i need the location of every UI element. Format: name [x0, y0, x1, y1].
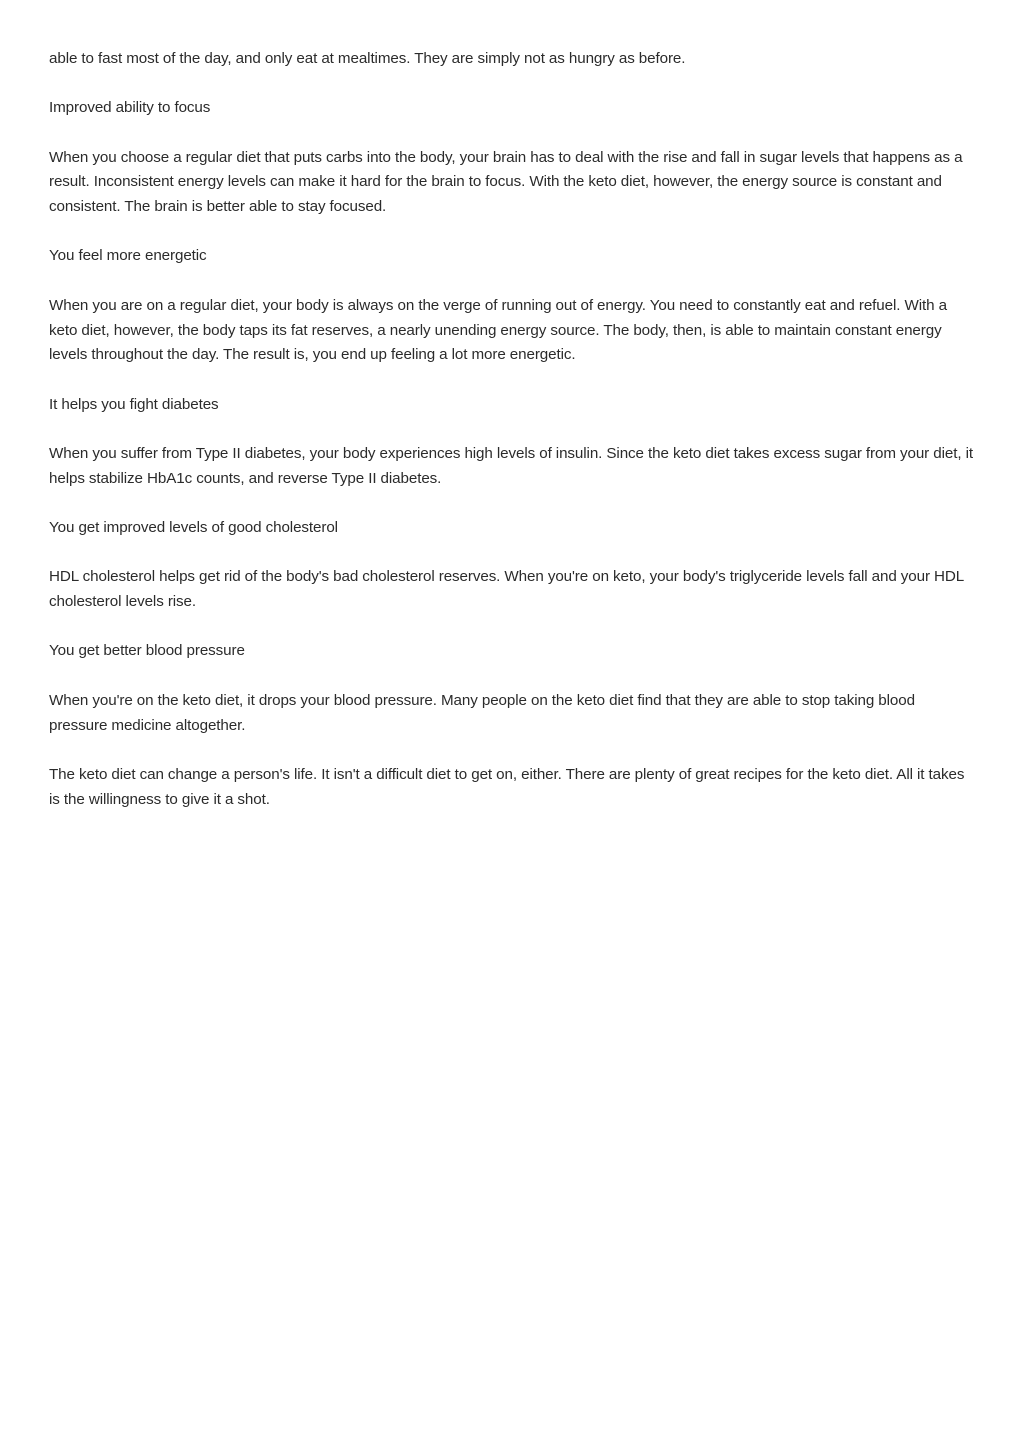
paragraph-energy: When you are on a regular diet, your body is always on the verge of running out of energy. You need to constantly eat and refuel. With a keto diet, however, the body taps its fat reserves, a nearly unending energy source. The body, then, is able to maintain constant energy levels throughout the day. The result is, you end up feeling a lot more energetic. — [49, 296, 947, 364]
paragraph-conclusion: The keto diet can change a person's life. It isn't a difficult diet to get on, either. There are plenty of great recipes for the keto diet. All it takes is the willingness to give it a shot. — [49, 765, 965, 808]
heading-good-cholesterol: You get improved levels of good cholesterol — [49, 519, 338, 537]
heading-fight-diabetes: It helps you fight diabetes — [49, 395, 219, 413]
document-page — [49, 47, 974, 837]
heading-improved-focus: Improved ability to focus — [49, 99, 211, 117]
paragraph-diabetes: When you suffer from Type II diabetes, your body experiences high levels of insulin. Since the keto diet takes excess sugar from your diet, it helps stabilize HbA1c counts, and reverse Type II diabetes. — [49, 444, 973, 487]
paragraph-focus: When you choose a regular diet that puts carbs into the body, your brain has to deal with the rise and fall in sugar levels that happens as a result. Inconsistent energy levels can make it hard for the brain to focus. With the keto diet, however, the energy source is constant and consistent. The brain is better able to stay focused. — [49, 148, 963, 216]
paragraph-intro-continuation: able to fast most of the day, and only eat at mealtimes. They are simply not as hungry as before. — [49, 50, 686, 67]
heading-blood-pressure: You get better blood pressure — [49, 642, 245, 660]
paragraph-blood-pressure: When you're on the keto diet, it drops your blood pressure. Many people on the keto diet find that they are able to stop taking blood pressure medicine altogether. — [49, 691, 915, 734]
heading-more-energetic: You feel more energetic — [49, 247, 207, 265]
paragraph-cholesterol: HDL cholesterol helps get rid of the body's bad cholesterol reserves. When you're on keto, your body's triglyceride levels fall and your HDL cholesterol levels rise. — [49, 568, 964, 611]
